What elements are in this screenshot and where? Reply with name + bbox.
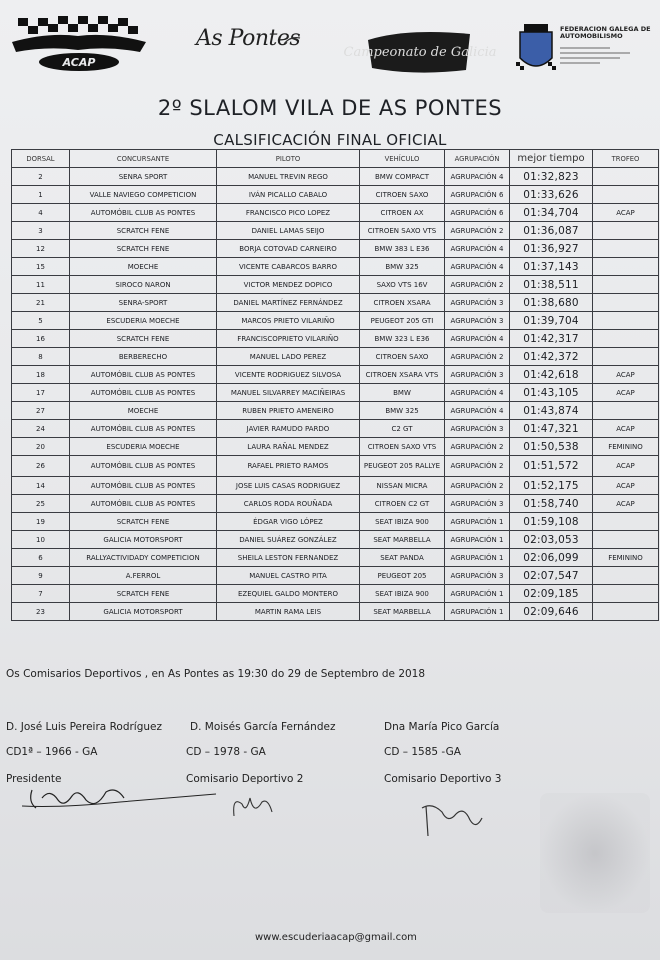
cell-trofeo — [593, 258, 659, 276]
as-pontes-logo — [196, 26, 302, 68]
cell-concursante: AUTOMÓBIL CLUB AS PONTES — [70, 204, 217, 222]
cell-concursante: AUTOMÓBIL CLUB AS PONTES — [70, 366, 217, 384]
table-row — [12, 549, 659, 567]
table-row — [12, 585, 659, 603]
cell-concursante: BERBERECHO — [70, 348, 217, 366]
cell-piloto: VICTOR MENDEZ DOPICO — [217, 276, 360, 294]
signatory-3-name: Dna María Pico García — [384, 721, 500, 733]
cell-dorsal: 2 — [12, 168, 70, 186]
signatory-1-role: Presidente — [6, 773, 62, 785]
table-row — [12, 420, 659, 438]
cell-trofeo — [593, 402, 659, 420]
cell-vehiculo: PEUGEOT 205 — [360, 567, 445, 585]
signature-1-scribble — [20, 780, 220, 816]
cell-piloto: MANUEL TREVIN REGO — [217, 168, 360, 186]
table-row — [12, 603, 659, 621]
cell-vehiculo: SEAT IBIZA 900 — [360, 513, 445, 531]
cell-vehiculo: SEAT PANDA — [360, 549, 445, 567]
table-row — [12, 258, 659, 276]
cell-concursante: AUTOMÓBIL CLUB AS PONTES — [70, 384, 217, 402]
cell-tiempo: 01:50,538 — [510, 438, 593, 456]
cell-concursante: SCRATCH FENE — [70, 513, 217, 531]
cell-agrupacion: AGRUPACIÓN 3 — [445, 567, 510, 585]
cell-concursante: MOECHE — [70, 402, 217, 420]
cell-tiempo: 02:03,053 — [510, 531, 593, 549]
cell-concursante: SCRATCH FENE — [70, 585, 217, 603]
cell-trofeo — [593, 186, 659, 204]
cell-vehiculo: CITROEN C2 GT — [360, 495, 445, 513]
table-row — [12, 240, 659, 258]
cell-trofeo: ACAP — [593, 366, 659, 384]
cell-piloto: CARLOS RODA ROUÑADA — [217, 495, 360, 513]
cell-concursante: RALLYACTIVIDADY COMPETICION — [70, 549, 217, 567]
cell-concursante: GALICIA MOTORSPORT — [70, 531, 217, 549]
cell-concursante: SCRATCH FENE — [70, 330, 217, 348]
cell-agrupacion: AGRUPACIÓN 1 — [445, 603, 510, 621]
cell-vehiculo: C2 GT — [360, 420, 445, 438]
table-row — [12, 222, 659, 240]
table-row — [12, 366, 659, 384]
cell-tiempo: 01:58,740 — [510, 495, 593, 513]
cell-vehiculo: CITROEN SAXO VTS — [360, 222, 445, 240]
cell-vehiculo: BMW — [360, 384, 445, 402]
cell-piloto: RUBEN PRIETO AMENEIRO — [217, 402, 360, 420]
cell-vehiculo: CITROEN SAXO VTS — [360, 438, 445, 456]
cell-agrupacion: AGRUPACIÓN 2 — [445, 222, 510, 240]
cell-tiempo: 01:47,321 — [510, 420, 593, 438]
cell-piloto: MARTIN RAMA LEIS — [217, 603, 360, 621]
cell-tiempo: 01:32,823 — [510, 168, 593, 186]
document-subtitle: CALSIFICACIÓN FINAL OFICIAL — [213, 131, 447, 149]
cell-piloto: MANUEL LADO PEREZ — [217, 348, 360, 366]
official-stamp — [540, 793, 650, 913]
cell-agrupacion: AGRUPACIÓN 1 — [445, 585, 510, 603]
cell-piloto: ÉDGAR VIGO LÓPEZ — [217, 513, 360, 531]
table-row — [12, 477, 659, 495]
table-row — [12, 495, 659, 513]
cell-tiempo: 01:34,704 — [510, 204, 593, 222]
cell-agrupacion: AGRUPACIÓN 1 — [445, 531, 510, 549]
cell-dorsal: 9 — [12, 567, 70, 585]
cell-tiempo: 01:43,105 — [510, 384, 593, 402]
contact-email[interactable]: www.escuderiaacap@gmail.com — [255, 932, 417, 943]
cell-tiempo: 02:07,547 — [510, 567, 593, 585]
document-title: 2º SLALOM VILA DE AS PONTES — [157, 96, 503, 120]
commissioners-statement: Os Comisarios Deportivos , en As Pontes as 19:30 do 29 de Septembro de 2018 — [6, 668, 426, 680]
cell-piloto: VICENTE CABARCOS BARRO — [217, 258, 360, 276]
cell-trofeo — [593, 222, 659, 240]
cell-agrupacion: AGRUPACIÓN 4 — [445, 402, 510, 420]
cell-tiempo: 01:36,927 — [510, 240, 593, 258]
cell-concursante: SCRATCH FENE — [70, 222, 217, 240]
cell-tiempo: 02:09,646 — [510, 603, 593, 621]
cell-concursante: AUTOMÓBIL CLUB AS PONTES — [70, 420, 217, 438]
cell-piloto: IVÁN PICALLO CABALO — [217, 186, 360, 204]
cell-trofeo: ACAP — [593, 384, 659, 402]
cell-piloto: JAVIER RAMUDO PARDO — [217, 420, 360, 438]
signatory-1-name: D. José Luis Pereira Rodríguez — [6, 721, 163, 733]
header-vehiculo: VEHÍCULO — [360, 150, 445, 168]
signatory-1-cd: CD1ª – 1966 - GA — [6, 746, 98, 758]
fga-logo — [514, 22, 654, 78]
cell-trofeo — [593, 276, 659, 294]
cell-dorsal: 18 — [12, 366, 70, 384]
cell-agrupacion: AGRUPACIÓN 4 — [445, 330, 510, 348]
signatory-3-role: Comisario Deportivo 3 — [384, 773, 502, 785]
cell-dorsal: 7 — [12, 585, 70, 603]
cell-concursante: ESCUDERIA MOECHE — [70, 312, 217, 330]
cell-dorsal: 17 — [12, 384, 70, 402]
cell-tiempo: 01:52,175 — [510, 477, 593, 495]
cell-piloto: DANIEL LAMAS SEIJO — [217, 222, 360, 240]
cell-trofeo — [593, 585, 659, 603]
header-dorsal: DORSAL — [12, 150, 70, 168]
cell-agrupacion: AGRUPACIÓN 4 — [445, 258, 510, 276]
cell-concursante: SCRATCH FENE — [70, 240, 217, 258]
cell-piloto: MARCOS PRIETO VILARIÑO — [217, 312, 360, 330]
table-row — [12, 312, 659, 330]
cell-vehiculo: SEAT MARBELLA — [360, 603, 445, 621]
cell-trofeo: ACAP — [593, 420, 659, 438]
signatory-2-cd: CD – 1978 - GA — [186, 746, 266, 758]
cell-vehiculo: BMW 383 L E36 — [360, 240, 445, 258]
cell-dorsal: 21 — [12, 294, 70, 312]
cell-dorsal: 14 — [12, 477, 70, 495]
cell-piloto: SHEILA LESTON FERNANDEZ — [217, 549, 360, 567]
cell-agrupacion: AGRUPACIÓN 4 — [445, 384, 510, 402]
cell-agrupacion: AGRUPACIÓN 2 — [445, 477, 510, 495]
as-pontes-logo-text: As Pontes — [196, 26, 301, 51]
cell-trofeo — [593, 168, 659, 186]
header-logos — [0, 8, 660, 78]
cell-dorsal: 26 — [12, 456, 70, 477]
cell-dorsal: 27 — [12, 402, 70, 420]
cell-piloto: RAFAEL PRIETO RAMOS — [217, 456, 360, 477]
cell-piloto: VICENTE RODRIGUEZ SILVOSA — [217, 366, 360, 384]
cell-agrupacion: AGRUPACIÓN 3 — [445, 312, 510, 330]
acap-logo — [8, 12, 150, 74]
table-row — [12, 294, 659, 312]
cell-vehiculo: BMW 323 L E36 — [360, 330, 445, 348]
cell-dorsal: 4 — [12, 204, 70, 222]
cell-vehiculo: BMW 325 — [360, 258, 445, 276]
cell-concursante: GALICIA MOTORSPORT — [70, 603, 217, 621]
acap-logo-text: ACAP — [62, 56, 96, 69]
cell-agrupacion: AGRUPACIÓN 1 — [445, 549, 510, 567]
cell-trofeo: FEMININO — [593, 438, 659, 456]
table-row — [12, 531, 659, 549]
cell-vehiculo: CITROEN XSARA — [360, 294, 445, 312]
cell-concursante: SENRA-SPORT — [70, 294, 217, 312]
cell-dorsal: 16 — [12, 330, 70, 348]
cell-tiempo: 01:43,874 — [510, 402, 593, 420]
cell-trofeo: FEMININO — [593, 549, 659, 567]
cell-dorsal: 15 — [12, 258, 70, 276]
cell-trofeo — [593, 531, 659, 549]
cell-concursante: VALLE NAVIEGO COMPETICION — [70, 186, 217, 204]
cell-vehiculo: PEUGEOT 205 GTI — [360, 312, 445, 330]
cell-trofeo: ACAP — [593, 204, 659, 222]
table-row — [12, 276, 659, 294]
cell-dorsal: 23 — [12, 603, 70, 621]
cell-tiempo: 01:37,143 — [510, 258, 593, 276]
cell-dorsal: 11 — [12, 276, 70, 294]
cell-dorsal: 1 — [12, 186, 70, 204]
cell-tiempo: 01:51,572 — [510, 456, 593, 477]
cell-trofeo — [593, 603, 659, 621]
cell-agrupacion: AGRUPACIÓN 6 — [445, 204, 510, 222]
cell-piloto: JOSE LUIS CASAS RODRIGUEZ — [217, 477, 360, 495]
cell-vehiculo: CITROEN XSARA VTS — [360, 366, 445, 384]
cell-trofeo: ACAP — [593, 456, 659, 477]
table-row — [12, 402, 659, 420]
cell-dorsal: 20 — [12, 438, 70, 456]
signature-2-scribble — [228, 790, 278, 824]
cell-agrupacion: AGRUPACIÓN 3 — [445, 420, 510, 438]
cell-trofeo — [593, 513, 659, 531]
cell-piloto: MANUEL SILVARREY MACIÑEIRAS — [217, 384, 360, 402]
header-concursante: CONCURSANTE — [70, 150, 217, 168]
signature-3-scribble — [418, 800, 488, 840]
fga-logo-fineprint — [560, 44, 650, 69]
galicia-logo-text: Campeonato de Galicia — [343, 45, 497, 60]
cell-dorsal: 24 — [12, 420, 70, 438]
cell-vehiculo: CITROEN SAXO — [360, 348, 445, 366]
cell-tiempo: 01:39,704 — [510, 312, 593, 330]
cell-agrupacion: AGRUPACIÓN 3 — [445, 294, 510, 312]
table-row — [12, 204, 659, 222]
cell-agrupacion: AGRUPACIÓN 2 — [445, 456, 510, 477]
cell-dorsal: 8 — [12, 348, 70, 366]
cell-vehiculo: SEAT IBIZA 900 — [360, 585, 445, 603]
cell-piloto: LAURA RAÑAL MENDEZ — [217, 438, 360, 456]
cell-piloto: BORJA COTOVAD CARNEIRO — [217, 240, 360, 258]
cell-tiempo: 01:38,511 — [510, 276, 593, 294]
cell-tiempo: 02:09,185 — [510, 585, 593, 603]
cell-tiempo: 01:33,626 — [510, 186, 593, 204]
header-agrupacion: AGRUPACIÓN — [445, 150, 510, 168]
table-row — [12, 168, 659, 186]
cell-concursante: A.FERROL — [70, 567, 217, 585]
cell-vehiculo: CITROEN SAXO — [360, 186, 445, 204]
cell-agrupacion: AGRUPACIÓN 2 — [445, 276, 510, 294]
header-piloto: PILOTO — [217, 150, 360, 168]
cell-concursante: AUTOMÓBIL CLUB AS PONTES — [70, 456, 217, 477]
cell-vehiculo: CITROEN AX — [360, 204, 445, 222]
cell-piloto: FRANCISCO PICO LOPEZ — [217, 204, 360, 222]
table-row — [12, 438, 659, 456]
cell-piloto: FRANCISCOPRIETO VILARIÑO — [217, 330, 360, 348]
cell-tiempo: 01:42,372 — [510, 348, 593, 366]
cell-vehiculo: BMW 325 — [360, 402, 445, 420]
table-row — [12, 513, 659, 531]
cell-trofeo: ACAP — [593, 495, 659, 513]
header-mejor-tiempo: mejor tiempo — [510, 150, 593, 168]
cell-dorsal: 5 — [12, 312, 70, 330]
cell-vehiculo: SEAT MARBELLA — [360, 531, 445, 549]
cell-concursante: ESCUDERIA MOECHE — [70, 438, 217, 456]
signatory-2-name: D. Moisés García Fernández — [190, 721, 336, 733]
cell-dorsal: 19 — [12, 513, 70, 531]
cell-vehiculo: BMW COMPACT — [360, 168, 445, 186]
cell-dorsal: 3 — [12, 222, 70, 240]
table-row — [12, 186, 659, 204]
cell-trofeo — [593, 330, 659, 348]
cell-concursante: SENRA SPORT — [70, 168, 217, 186]
table-row — [12, 330, 659, 348]
cell-trofeo — [593, 348, 659, 366]
cell-trofeo — [593, 294, 659, 312]
cell-concursante: AUTOMÓBIL CLUB AS PONTES — [70, 495, 217, 513]
cell-trofeo — [593, 312, 659, 330]
fga-logo-text: FEDERACION GALEGA DE AUTOMOBILISMO — [560, 25, 651, 40]
cell-piloto: DANIEL SUÁREZ GONZÁLEZ — [217, 531, 360, 549]
cell-tiempo: 02:06,099 — [510, 549, 593, 567]
cell-tiempo: 01:42,618 — [510, 366, 593, 384]
cell-vehiculo: PEUGEOT 205 RALLYE — [360, 456, 445, 477]
cell-agrupacion: AGRUPACIÓN 1 — [445, 513, 510, 531]
table-row — [12, 348, 659, 366]
cell-vehiculo: SAXO VTS 16V — [360, 276, 445, 294]
cell-piloto: DANIEL MARTÍNEZ FERNÁNDEZ — [217, 294, 360, 312]
cell-agrupacion: AGRUPACIÓN 3 — [445, 366, 510, 384]
cell-agrupacion: AGRUPACIÓN 6 — [445, 186, 510, 204]
table-row — [12, 456, 659, 477]
cell-agrupacion: AGRUPACIÓN 4 — [445, 240, 510, 258]
signatory-3-cd: CD – 1585 -GA — [384, 746, 461, 758]
cell-tiempo: 01:42,317 — [510, 330, 593, 348]
cell-dorsal: 25 — [12, 495, 70, 513]
cell-concursante: AUTOMÓBIL CLUB AS PONTES — [70, 477, 217, 495]
table-row — [12, 567, 659, 585]
cell-agrupacion: AGRUPACIÓN 2 — [445, 438, 510, 456]
cell-vehiculo: NISSAN MICRA — [360, 477, 445, 495]
cell-piloto: MANUEL CASTRO PITA — [217, 567, 360, 585]
cell-agrupacion: AGRUPACIÓN 3 — [445, 495, 510, 513]
cell-tiempo: 01:38,680 — [510, 294, 593, 312]
cell-trofeo — [593, 567, 659, 585]
cell-dorsal: 12 — [12, 240, 70, 258]
cell-dorsal: 10 — [12, 531, 70, 549]
cell-dorsal: 6 — [12, 549, 70, 567]
cell-tiempo: 01:36,087 — [510, 222, 593, 240]
cell-piloto: EZEQUIEL GALDO MONTERO — [217, 585, 360, 603]
cell-agrupacion: AGRUPACIÓN 2 — [445, 348, 510, 366]
header-trofeo: TROFEO — [593, 150, 659, 168]
campeonato-galicia-logo — [343, 20, 497, 78]
results-table — [11, 149, 659, 621]
table-header-row — [12, 150, 659, 168]
cell-tiempo: 01:59,108 — [510, 513, 593, 531]
results-body — [12, 168, 659, 621]
cell-concursante: MOECHE — [70, 258, 217, 276]
signatory-2-role: Comisario Deportivo 2 — [186, 773, 304, 785]
cell-trofeo: ACAP — [593, 477, 659, 495]
cell-trofeo — [593, 240, 659, 258]
table-row — [12, 384, 659, 402]
cell-concursante: SIROCO NARON — [70, 276, 217, 294]
cell-agrupacion: AGRUPACIÓN 4 — [445, 168, 510, 186]
